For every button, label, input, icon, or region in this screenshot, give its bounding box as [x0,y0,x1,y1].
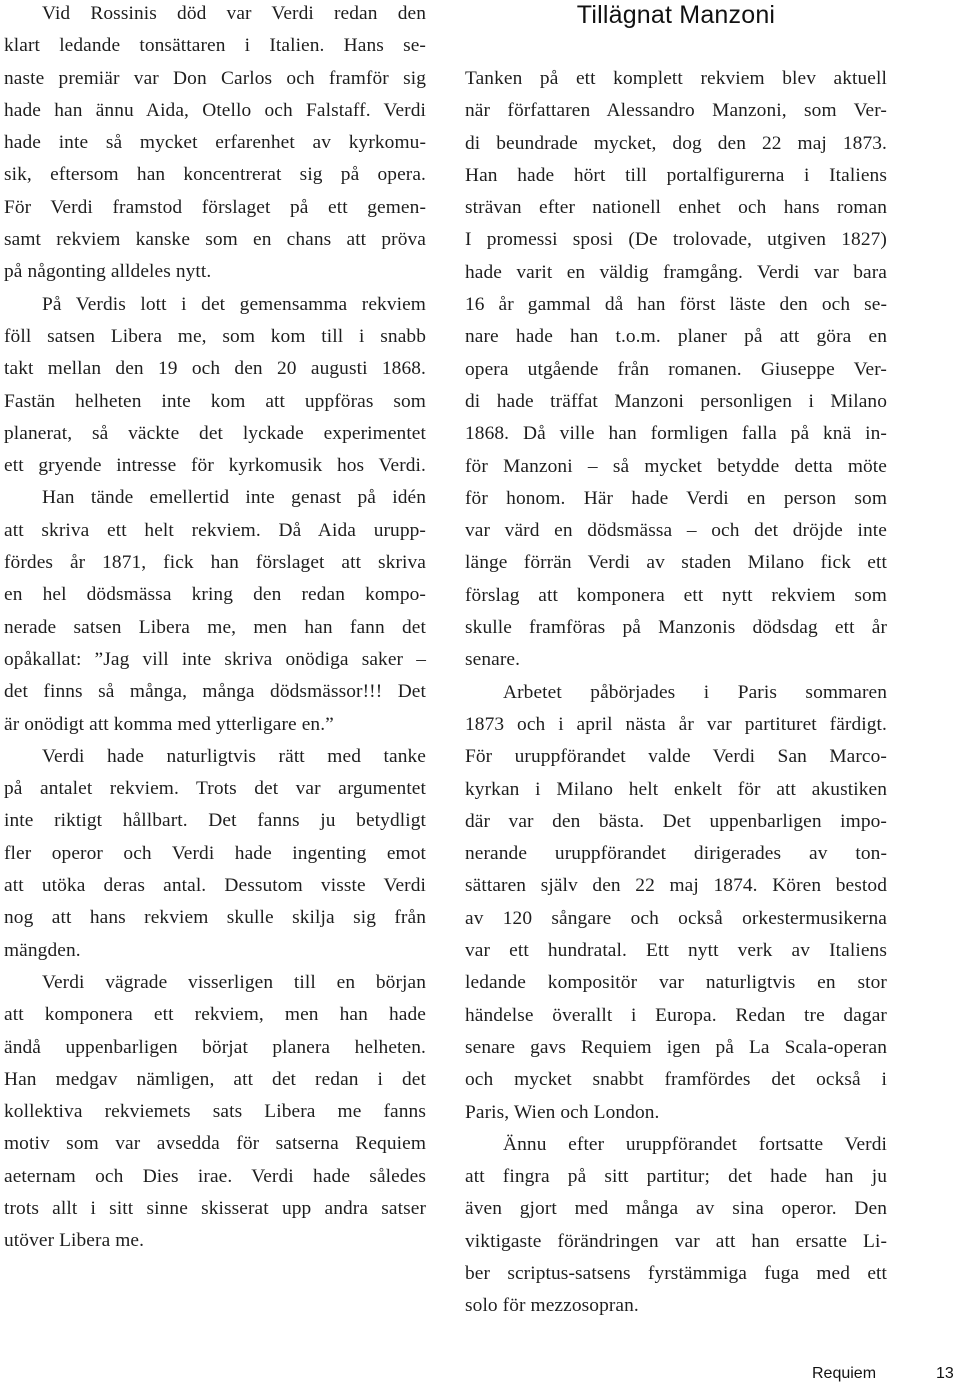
text-line: när författaren Alessandro Manzoni, som Ver- [465,100,887,122]
text-line: för Manzoni – så mycket betydde detta möte [465,455,887,477]
text-line: Han hade hört till portalfigurerna i Italiens [465,164,887,186]
text-line: händelse överallt i Europa. Redan tre dagar [465,1004,887,1026]
text-line: ber scriptus-satsens fyrstämmiga fuga med ett [465,1262,887,1284]
text-line: planerat, så väckte det lyckade experimentet [4,422,426,444]
text-line: strävan efter nationell enhet och hans roman [465,197,887,219]
text-line: fler operor och Verdi hade ingenting emot [4,842,426,864]
text-line: nog att hans rekviem skulle skilja sig från [4,907,426,929]
text-line: solo för mezzosopran. [465,1295,639,1317]
text-line: Paris, Wien och London. [465,1101,660,1123]
text-line: även gjort med många av sina operor. Den [465,1198,887,1220]
text-line: för honom. Här hade Verdi en person som [465,487,887,509]
text-line: Tanken på ett komplett rekviem blev aktuell [465,68,887,89]
text-line: Fastän helheten inte kom att uppföras som [4,390,426,412]
text-line: opera utgående från romanen. Giuseppe Ver- [465,358,887,380]
text-line: I promessi sposi (De trolovade, utgiven 1827) [465,229,887,251]
text-line: länge förrän Verdi av staden Milano fick ett [465,552,887,574]
right-column [465,63,887,1323]
text-line: nerande uruppförandet dirigerades av ton- [465,843,887,865]
text-line: senare gavs Requiem igen på La Scala-operan [465,1036,887,1058]
text-line: var ett hundratal. Ett nytt verk av Italiens [465,940,887,962]
page-number: 13 [936,1365,954,1382]
text-line: På Verdis lott i det gemensamma rekviem [42,293,426,315]
text-line: trots allt i sitt sinne skisserat upp andra satser [4,1197,426,1219]
text-line: att komponera ett rekviem, men han hade [4,1004,426,1026]
text-line: viktigaste förändringen var att han ersatte Li- [465,1230,887,1252]
text-line: ändå uppenbarligen börjat planera helheten. [4,1036,426,1058]
text-line: opåkallat: ”Jag vill inte skriva onödiga saker – [4,648,426,670]
text-line: var värd en dödsmässa – och det dröjde inte [465,520,887,542]
text-line: Ännu efter uruppförandet fortsatte Verdi [503,1133,887,1155]
text-line: Vid Rossinis död var Verdi redan den [42,3,426,24]
text-line: kollektiva rekviemets sats Libera me fanns [4,1101,426,1123]
text-line: föll satsen Libera me, som kom till i snabb [4,325,426,347]
text-line: av 120 sångare och också orkestermusikerna [465,907,887,929]
section-heading: Tillägnat Manzoni [576,1,776,29]
text-line: att fingra på sitt partitur; det hade han ju [465,1166,887,1188]
text-line: hade inte så mycket erfarenhet av kyrkomu- [4,132,426,154]
text-line: mängden. [4,939,81,961]
text-line: att skriva ett helt rekviem. Då Aida urupp- [4,519,426,541]
text-line: nerade satsen Libera me, men han fann det [4,616,426,638]
text-line: på någonting alldeles nytt. [4,261,212,283]
text-line: samt rekviem kanske som en chans att pröva [4,229,426,251]
text-line: Han medgav nämligen, att det redan i det [4,1068,426,1090]
text-line: klart ledande tonsättaren i Italien. Hans se- [4,35,426,57]
text-line: Verdi vägrade visserligen till en början [42,971,426,993]
text-line: inte riktigt hållbart. Det fanns ju betydligt [4,810,426,832]
text-line: nare hade han t.o.m. planer på att göra en [465,326,887,348]
text-line: och mycket snabbt framfördes det också i [465,1069,887,1091]
text-line: motiv som var avsedda för satserna Requiem [4,1133,426,1155]
text-line: ledande kompositör var naturligtvis en stor [465,972,887,994]
text-line: di hade träffat Manzoni personligen i Milano [465,390,887,412]
text-line: förslag att komponera ett nytt rekviem som [465,584,887,606]
text-line: ett gryende intresse för kyrkomusik hos Verdi. [4,455,426,477]
text-line: där var den bästa. Det uppenbarligen impo- [465,810,887,832]
text-line: För Verdi framstod förslaget på ett gemen- [4,196,426,218]
text-line: sik, eftersom han koncentrerat sig på opera. [4,164,426,186]
text-line: Han tände emellertid inte genast på idén [42,487,426,509]
text-line: en hel dödsmässa kring den redan kompo- [4,584,426,606]
text-line: Verdi hade naturligtvis rätt med tanke [42,745,426,767]
text-line: 1873 och i april nästa år var partituret färdigt. [465,713,887,735]
text-line: 16 år gammal då han först läste den och se- [465,294,887,316]
text-line: är onödigt att komma med ytterligare en.” [4,713,334,735]
text-line: För uruppförandet valde Verdi San Marco- [465,746,887,768]
text-line: kyrkan i Milano helt enkelt för att akustiken [465,778,887,800]
text-line: det finns så många, många dödsmässor!!! Det [4,681,426,703]
text-line: att utöka deras antal. Dessutom visste Verdi [4,875,426,897]
running-footer-title: Requiem [812,1365,877,1382]
text-line: hade varit en väldig framgång. Verdi var bara [465,261,887,283]
text-line: senare. [465,649,521,671]
left-column [4,0,426,1258]
text-line: sättaren själv den 22 maj 1874. Kören bestod [465,875,887,897]
text-line: fördes år 1871, fick han förslaget att skriva [4,552,426,574]
text-line: på antalet rekviem. Trots det var argumentet [4,778,426,800]
text-line: utöver Libera me. [4,1230,145,1252]
text-line: takt mellan den 19 och den 20 augusti 1868. [4,358,426,380]
text-line: di beundrade mycket, dog den 22 maj 1873. [465,132,887,154]
text-line: 1868. Då ville han formligen falla på knä in- [465,423,887,445]
text-line: naste premiär var Don Carlos och framför sig [4,67,426,89]
text-line: aeternam och Dies irae. Verdi hade således [4,1165,426,1187]
text-line: hade han ännu Aida, Otello och Falstaff. Verdi [4,99,426,121]
text-line: skulle framföras på Manzonis dödsdag ett år [465,617,887,639]
text-line: Arbetet påbörjades i Paris sommaren [503,681,887,703]
